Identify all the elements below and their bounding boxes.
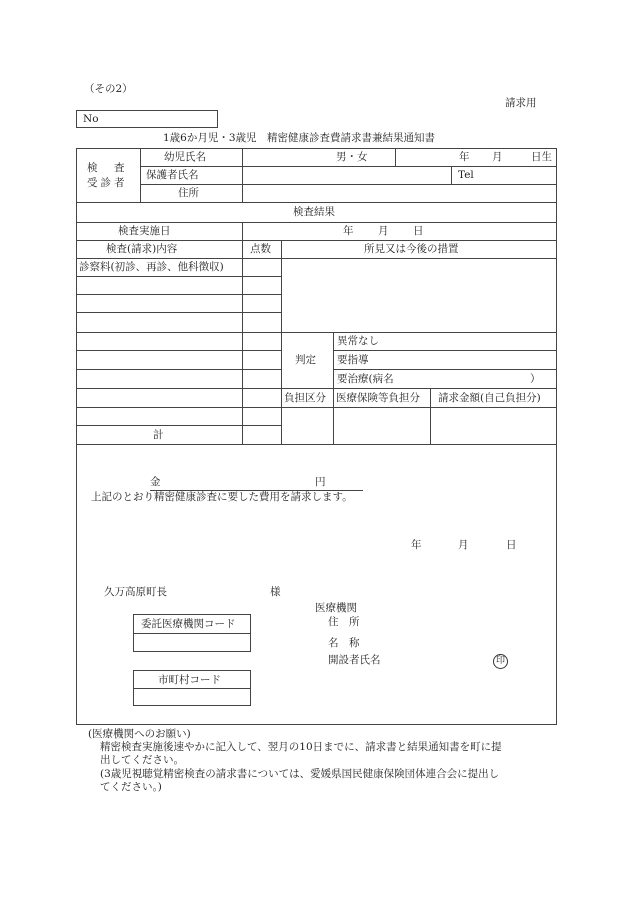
judgment-label: 判定: [295, 354, 316, 366]
amount-prefix: 金: [150, 476, 161, 488]
addressee: 久万高原町長: [104, 586, 167, 598]
notes-line-2: 出してください。: [100, 754, 184, 766]
results-section-title: 検査結果: [293, 206, 335, 218]
tel-label: Tel: [458, 169, 474, 181]
city-code-label: 市町村コード: [158, 674, 221, 686]
notes-line-3: (3歳児視聴覚精密検査の請求書については、愛媛県国民健康保険団体連合会に提出し: [100, 768, 500, 780]
fee-item-label: 診察料(初診、再診、他科徴収): [79, 261, 224, 273]
notes-line-4: てください。): [100, 781, 162, 793]
content-header: 検査(請求)内容: [106, 243, 178, 255]
judgment-option-treatment[interactable]: 要治療(病名: [337, 373, 394, 385]
notes-heading: (医療機関へのお願い): [88, 728, 191, 740]
institution-code-label: 委託医療機関コード: [141, 618, 236, 630]
findings-header: 所見又は今後の措置: [364, 243, 459, 255]
page-title: 1歳6か月児・3歳児 精密健康診査費請求書兼結果通知書: [163, 132, 436, 144]
examinee-label-1: 検 査: [87, 162, 128, 174]
institution-name-label: 名 称: [328, 637, 360, 649]
institution-address-label: 住 所: [328, 616, 360, 628]
birth-year-label: 年: [459, 151, 470, 163]
claim-date-day: 日: [506, 539, 517, 551]
guardian-label: 保護者氏名: [146, 169, 199, 181]
birth-day-label: 日生: [531, 151, 552, 163]
city-code-box[interactable]: [133, 670, 251, 706]
exam-date-label: 検査実施日: [118, 225, 171, 237]
address-label: 住所: [178, 187, 199, 199]
institution-label: 医療機関: [315, 602, 357, 614]
child-name-label: 幼児氏名: [164, 151, 206, 163]
judgment-option-normal[interactable]: 異常なし: [337, 335, 379, 347]
birth-month-label: 月: [492, 151, 503, 163]
no-label: No: [83, 113, 99, 125]
claim-date-year: 年: [411, 539, 422, 551]
claim-amount-label: 請求金額(自己負担分): [438, 392, 541, 404]
insurance-burden-label: 医療保険等負担分: [336, 392, 420, 404]
total-label: 計: [153, 429, 164, 441]
treatment-close-paren: ）: [530, 373, 541, 385]
no-field[interactable]: [76, 110, 218, 128]
copy-label: 請求用: [505, 97, 537, 109]
judgment-option-guidance[interactable]: 要指導: [337, 354, 369, 366]
series-label: （その2）: [84, 83, 133, 95]
claim-date-month: 月: [458, 539, 469, 551]
exam-date-year: 年: [343, 225, 354, 237]
institution-code-box[interactable]: [133, 614, 251, 652]
honorific: 様: [270, 586, 281, 598]
examinee-label-2: 受診者: [87, 177, 128, 189]
founder-name-label: 開設者氏名: [328, 654, 381, 666]
notes-line-1: 精密検査実施後速やかに記入して、翌月の10日までに、請求書と結果通知書を町に提: [100, 741, 502, 753]
claim-statement: 上記のとおり精密健康診査に要した費用を請求します。: [91, 491, 353, 503]
sex-options[interactable]: 男・女: [336, 151, 368, 163]
seal-icon: 印: [493, 654, 508, 669]
exam-date-day: 日: [413, 225, 424, 237]
exam-date-month: 月: [378, 225, 389, 237]
burden-label: 負担区分: [284, 392, 326, 404]
points-header: 点数: [250, 243, 271, 255]
amount-unit: 円: [315, 476, 326, 488]
